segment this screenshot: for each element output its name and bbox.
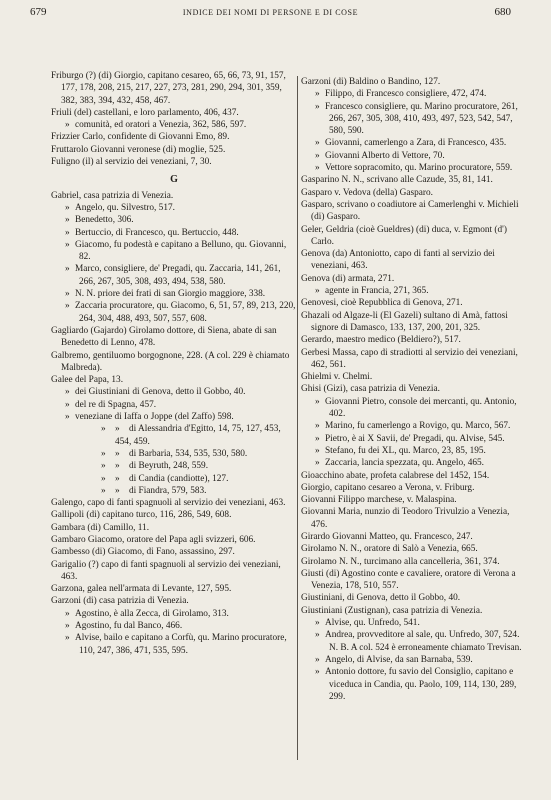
index-subsubentry: » » di Alessandria d'Egitto, 14, 75, 127, 453, 454, 459. [101,424,281,447]
index-subentry: » N. N. priore dei frati di san Giorgio maggiore, 338. [65,289,266,300]
index-entry: Ghisi (Gizi), casa patrizia di Venezia. [301,384,440,395]
index-entry: Friuli (del) castellani, e loro parlamento, 406, 437. [51,107,239,118]
index-subentry: » Bertuccio, di Francesco, qu. Bertuccio, 448. [65,227,239,238]
index-entry: Giusti (di) Agostino conte e cavaliere, oratore di Verona a Venezia, 178, 510, 557. [301,568,516,592]
index-entry: Ghielmi v. Chelmi. [301,372,373,383]
index-subentry: » Benedetto, 306. [65,215,134,226]
index-subentry: » Vettore sopracomito, qu. Marino procuratore, 559. [315,163,513,174]
right-page-number: 680 [494,6,511,18]
index-subentry: » Marco, consigliere, de' Pregadi, qu. Zaccaria, 141, 261, 266, 267, 305, 308, 493, 494, 538, 580. [65,264,281,287]
index-entry: Genova (da) Antoniotto, capo di fanti al servizio dei veneziani, 463. [301,249,495,272]
index-entry: Gioacchino abate, profeta calabrese del 1452, 154. [301,470,490,481]
index-entry: Garzoni (di) casa patrizia di Venezia. [51,596,189,607]
index-subentry: » agente in Francia, 271, 365. [315,286,429,297]
index-entry: Friburgo (?) (di) Giorgio, capitano cesareo, 65, 66, 73, 91, 157, 177, 178, 208, 215, 217, 227, 273, 281, 290, 294, 301, 359, 382, 383, 394, 432, 458, 467. [51,71,286,106]
index-entry: Giovanni Filippo marchese, v. Malaspina. [301,495,457,506]
index-entry: Garzoni (di) Baldino o Bandino, 127. [301,77,441,87]
section-letter: G [170,174,178,186]
index-entry: Gambaro Giacomo, oratore del Papa agli svizzeri, 606. [51,534,256,545]
index-entry: Fruttarolo Giovanni veronese (di) moglie, 525. [51,144,226,155]
index-subentry: » Alvise, bailo e capitano a Corfù, qu. Marino procuratore, 110, 247, 386, 471, 535, 595. [65,633,287,656]
index-subentry: » Filippo, di Francesco consigliere, 472, 474. [315,89,487,100]
index-subentry: » Angelo, di Alvise, da san Barnaba, 539. [315,654,473,665]
index-subentry: » Giovanni, camerlengo a Zara, di Francesco, 435. [315,138,507,149]
index-entry: Gambesso (di) Giacomo, di Fano, assassino, 297. [51,547,235,558]
index-entry: Galbremo, gentiluomo borgognone, 228. (A col. 229 è chiamato Malbreda). [51,350,290,373]
page-header [30,6,511,24]
index-entry: Gasparino N. N., scrivano alle Cazude, 35, 81, 141. [301,175,493,186]
left-page-number: 679 [30,6,47,18]
index-subentry: » comunità, ed oratori a Venezia, 362, 586, 597. [65,120,247,131]
index-entry: Gasparo v. Vedova (della) Gasparo. [301,187,433,198]
index-entry: Girolamo N. N., oratore di Salò a Venezia, 665. [301,544,478,555]
index-entry: Ghazali od Algaze-li (El Gazeli) sultano di Amà, fattosi signore di Damasco, 133, 137, 200, 201, 325. [301,310,508,333]
index-entry: Galee del Papa, 13. [51,375,124,386]
index-entry: Gabriel, casa patrizia di Venezia. [51,190,174,201]
index-subentry: » Zaccaria, lancia spezzata, qu. Angelo, 465. [315,458,485,469]
index-entry: Garigalio (?) capo di fanti spagnuoli al servizio dei veneziani, 463. [51,559,281,582]
index-entry: Gerbesi Massa, capo di stradiotti al servizio dei veneziani, 462, 561. [301,347,518,370]
index-entry: Gasparo, scrivano o coadiutore ai Camerlenghi v. Michieli (di) Gasparo. [301,199,519,223]
index-entry: Galengo, capo di fanti spagnuoli al servizio dei veneziani, 463. [51,498,286,509]
left-column [51,70,297,657]
index-subsubentry: » » di Candia (candiotte), 127. [101,473,229,484]
index-entry: Genova (di) armata, 271. [301,273,395,284]
index-subentry: » Pietro, è ai X Savii, de' Pregadi, qu. Alvise, 545. [315,433,505,444]
index-entry: Geler, Geldria (cioè Gueldres) (di) duca, v. Egmont (d') Carlo. [301,224,507,247]
index-entry: Giustiniani (Zustignan), casa patrizia di Venezia. [301,605,483,616]
index-entry: Gambara (di) Camillo, 11. [51,522,150,533]
index-entry: Giovanni Maria, nunzio di Teodoro Trivulzio a Venezia, 476. [301,507,510,530]
index-entry: Girardo Giovanni Matteo, qu. Francesco, 247. [301,531,473,542]
index-subentry: » Giovanni Pietro, console dei mercanti, qu. Antonio, 402. [315,396,517,420]
index-entry: Garzona, galea nell'armata di Levante, 127, 595. [51,584,232,595]
index-subentry: » Agostino, è alla Zecca, di Girolamo, 313. [65,608,229,619]
index-subentry: » del re di Spagna, 457. [65,399,157,410]
column-divider [297,76,298,760]
index-subentry: » veneziane di Iaffa o Joppe (del Zaffo) 598. [65,412,234,423]
index-subentry: » Francesco consigliere, qu. Marino procuratore, 261, 266, 267, 305, 308, 410, 493, 497, 523, 542, 547, 580, 590. [315,101,518,137]
index-subentry: » Zaccaria procuratore, qu. Giacomo, 6, 51, 57, 89, 213, 220, 264, 304, 488, 493, 507, 557, 608. [65,301,296,324]
index-subentry: » dei Giustiniani di Genova, detto il Gobbo, 40. [65,387,246,398]
index-subentry: » Giacomo, fu podestà e capitano a Belluno, qu. Giovanni, 82. [65,239,287,263]
index-subentry: » Andrea, provveditore al sale, qu. Unfredo, 307, 524. N. B. A col. 524 è erroneamente chiamato Trevisan. [315,630,522,653]
index-entry: Giustiniani, di Genova, detto il Gobbo, 40. [301,593,461,604]
ditto-mark: » [65,120,70,131]
index-entry: Genovesi, cioè Repubblica di Genova, 271. [301,298,463,309]
index-entry: Frizzier Carlo, confidente di Giovanni Emo, 89. [51,132,230,143]
index-subsubentry: » » di Beyruth, 248, 559. [101,461,209,472]
index-entry: Giorgio, capitano cesareo a Verona, v. Friburg. [301,482,475,493]
index-subsubentry: » » di Barbaria, 534, 535, 530, 580. [101,448,248,459]
index-subentry: » Marino, fu camerlengo a Rovigo, qu. Marco, 567. [315,421,511,432]
index-entry: Gerardo, maestro medico (Beldiero?), 517. [301,335,461,346]
index-subsubentry: » » di Fiandra, 579, 583. [101,485,207,496]
right-column [301,76,523,703]
index-subentry: » Agostino, fu dal Banco, 466. [65,621,183,632]
index-subentry: » Antonio dottore, fu savio del Consiglio, capitano e viceduca in Candia, qu. Paolo, 109, 114, 130, 289, 299. [315,667,517,702]
index-entry: Gagliardo (Gajardo) Girolamo dottore, di Siena, abate di san Benedetto di Lenno, 478. [51,325,277,349]
index-subentry: » Angelo, qu. Silvestro, 517. [65,202,175,213]
index-subentry: » Alvise, qu. Unfredo, 541. [315,618,420,629]
running-title: INDICE DEI NOMI DI PERSONE E DI COSE [182,8,359,17]
index-entry: Fuligno (il) al servizio dei veneziani, 7, 30. [51,157,212,168]
index-subentry: » Stefano, fu dei XL, qu. Marco, 23, 85, 195. [315,445,486,456]
index-entry: Gallipoli (di) capitano turco, 116, 286, 549, 608. [51,510,232,521]
index-subentry: » Giovanni Alberto di Vettore, 70. [315,150,445,161]
index-entry: Girolamo N. N., turcimano alla cancelleria, 361, 374. [301,556,500,567]
